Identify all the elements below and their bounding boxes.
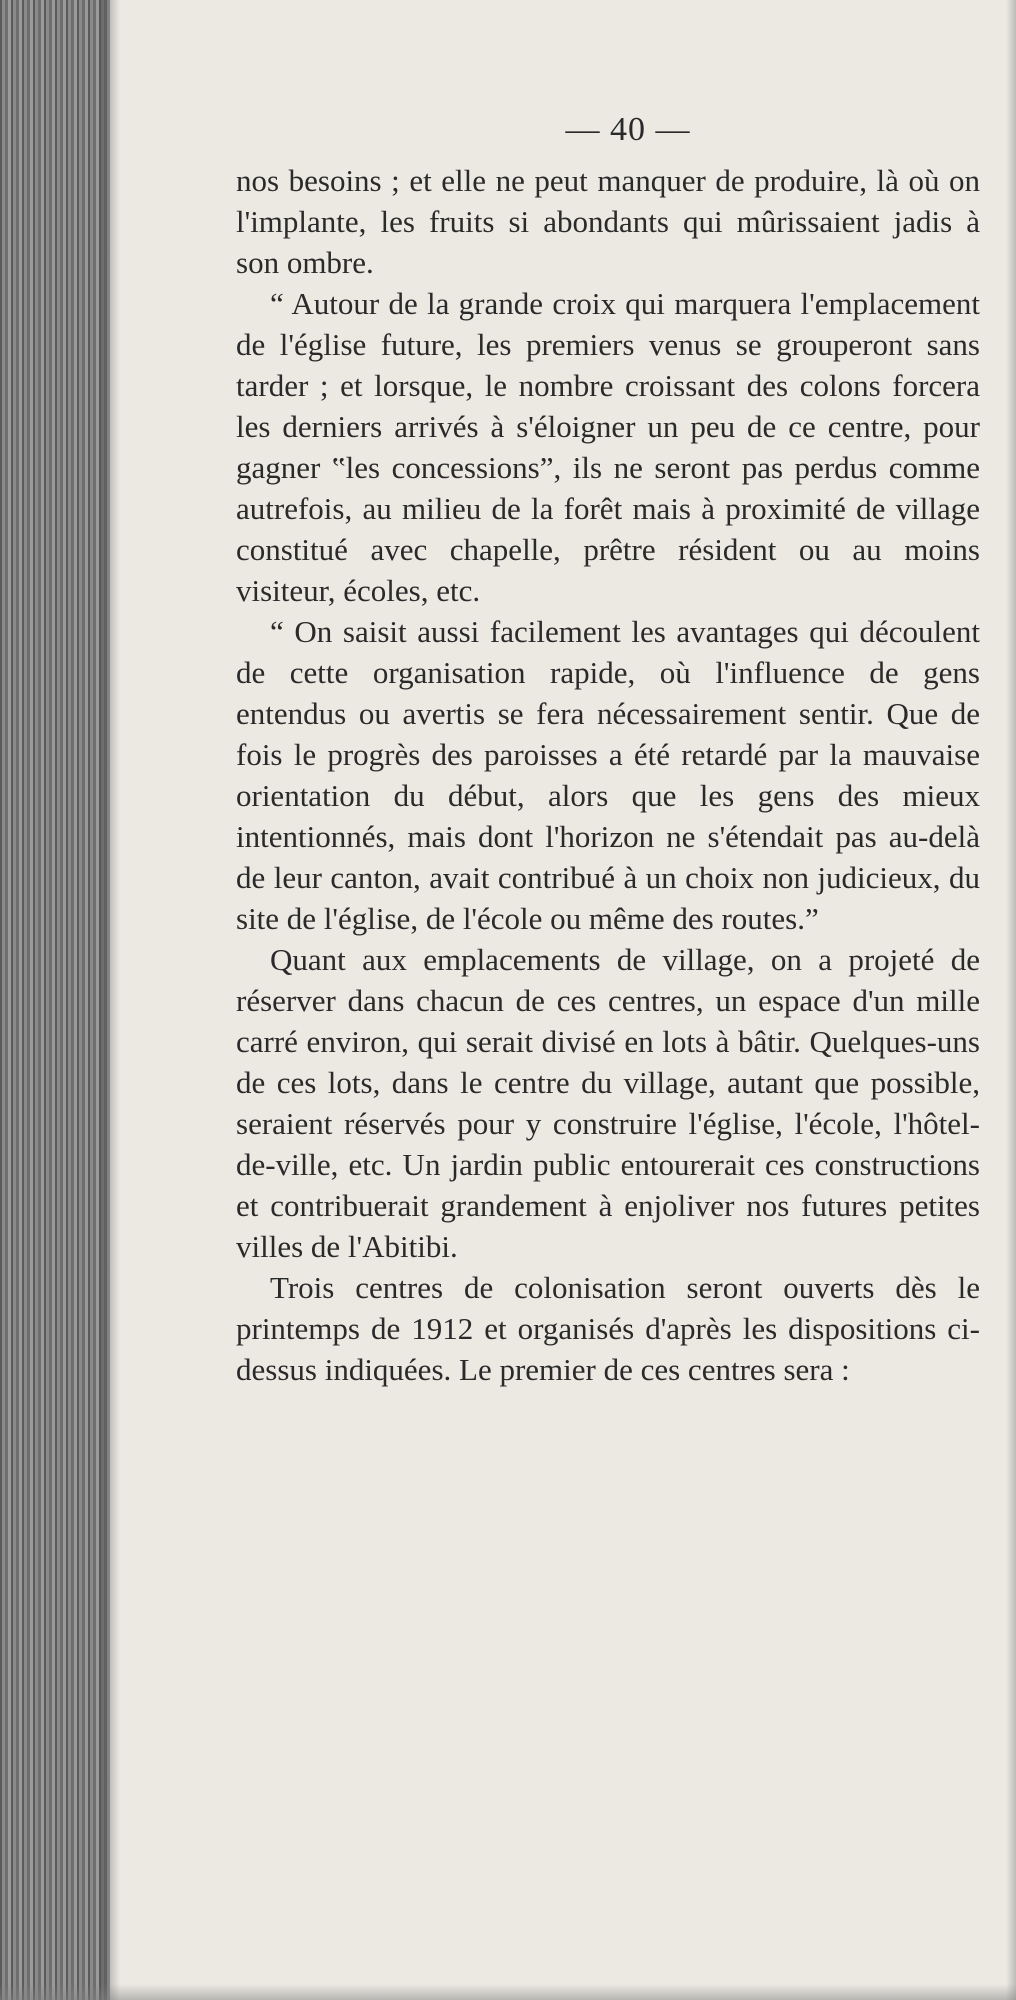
paragraph-1: nos besoins ; et elle ne peut manquer de produire, là où on l'implante, les fruits si abondants qui mûrissaient jadis à son ombre. <box>236 163 980 280</box>
gutter-shadow <box>100 0 120 2000</box>
paragraph-4: Quant aux emplacements de village, on a projeté de réserver dans chacun de ces centres, un espace d'un mille carré environ, qui serait divisé en lots à bâtir. Quelques-uns de ces lots, dans le centre du village, autant que possible, seraient réservés pour y construire l'église, l'école, l'hôtel-de-ville, etc. Un jardin public entourerait ces constructions et contribuerait grandement à enjoliver nos futures petites villes de l'Abitibi. <box>236 942 980 1264</box>
paragraph-3: “ On saisit aussi facilement les avantages qui découlent de cette organisation rapide, où l'influence de gens entendus ou avertis se fera nécessairement sentir. Que de fois le progrès des paroisses a été retardé par la mauvaise orientation du début, alors que les gens des mieux intentionnés, mais dont l'horizon ne s'étendait pas au-delà de leur canton, avait contribué à un choix non judicieux, du site de l'église, de l'école ou même des routes.” <box>236 614 980 936</box>
page-text-block <box>236 110 980 1390</box>
page-number: — 40 — <box>565 111 691 148</box>
paragraph-5: Trois centres de colonisation seront ouverts dès le printemps de 1912 et organisés d'après les dispositions ci-dessus indiquées. Le premier de ces centres sera : <box>236 1270 980 1387</box>
page-right-shadow <box>1006 0 1016 2000</box>
paragraph-2: “ Autour de la grande croix qui marquera l'emplacement de l'église future, les premiers venus se grouperont sans tarder ; et lorsque, le nombre croissant des colons forcera les derniers arrivés à s'éloigner un peu de ce centre, pour gagner ‟les concessions”, ils ne seront pas perdus comme autrefois, au milieu de la forêt mais à proximité de village constitué avec chapelle, prêtre résident ou au moins visiteur, écoles, etc. <box>236 286 980 608</box>
page-bottom-shadow <box>0 1984 1016 2000</box>
book-page-edge <box>0 0 110 2000</box>
